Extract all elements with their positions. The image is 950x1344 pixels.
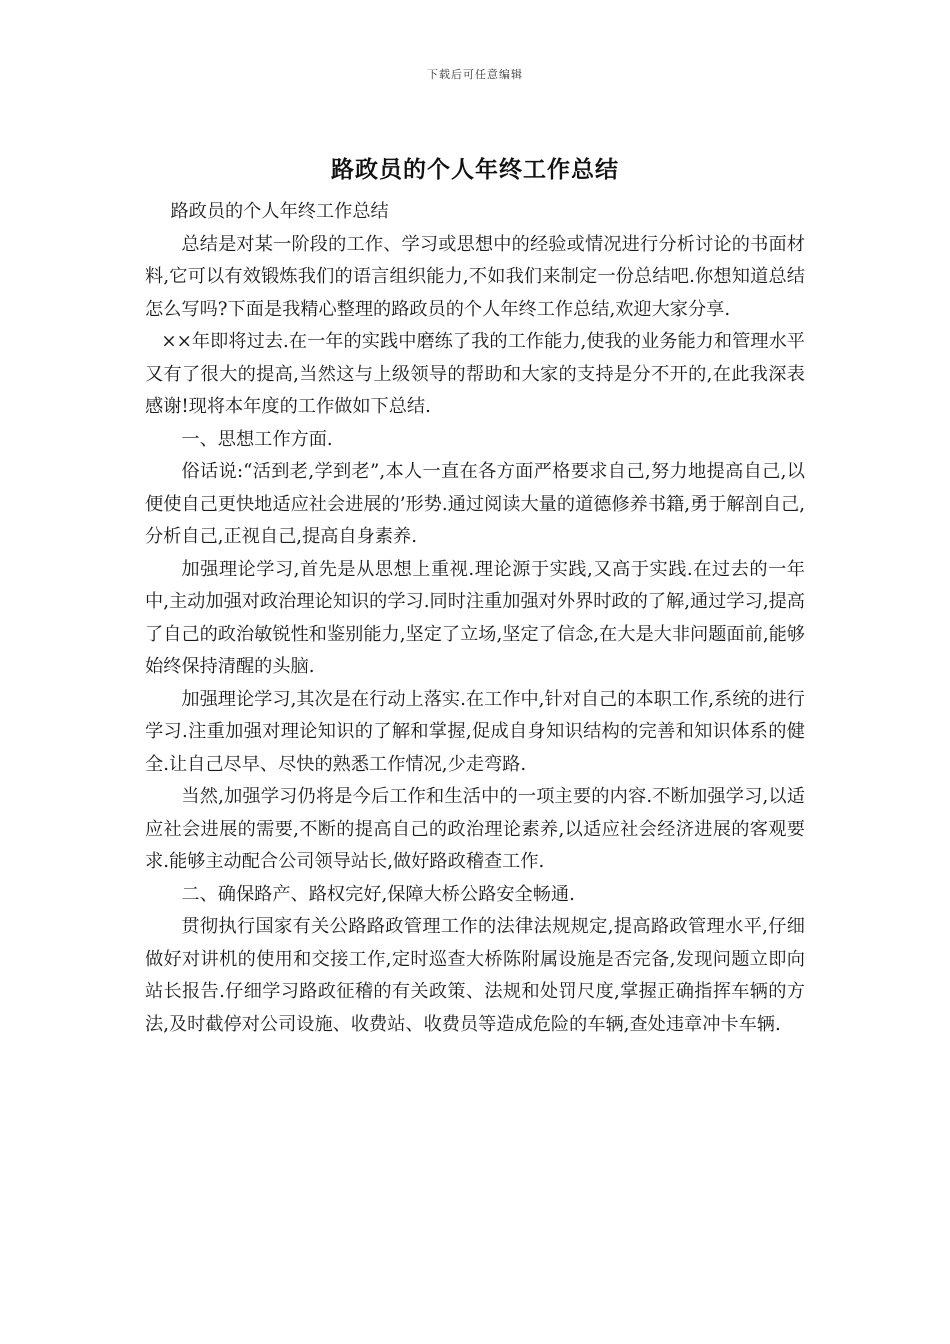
body-paragraph: 贯彻执行国家有关公路路政管理工作的法律法规规定,提高路政管理水平,仔细做好对讲机的使用和交接工作,定时巡查大桥陈附属设施是否完备,发现问题立即向站长报告.仔细学习路政征稽的有关政策、法规和处罚尺度,掌握正确指挥车辆的方法,及时截停对公司设施、收费站、收费员等造成危险的车辆,查处违章冲卡车辆. xyxy=(145,916,805,1035)
body-paragraph: ××年即将过去.在一年的实践中磨练了我的工作能力,使我的业务能力和管理水平又有了很大的提高,当然这与上级领导的帮助和大家的支持是分不开的,在此我深表感谢!现将本年度的工作做如下总结. xyxy=(145,331,805,417)
header-note: 下载后可任意编辑 xyxy=(427,68,523,81)
body-paragraph: 加强理论学习,首先是从思想上重视.理论源于实践,又高于实践.在过去的一年中,主动加强对政治理论知识的学习.同时注重加强对外界时政的了解,通过学习,提高了自己的政治敏锐性和鉴别能力,坚定了立场,坚定了信念,在大是大非问题面前,能够始终保持清醒的头脑. xyxy=(145,558,805,677)
section-heading: 二、确保路产、路权完好,保障大桥公路安全畅通. xyxy=(181,883,575,905)
body-paragraph: 俗话说:“活到老,学到老”,本人一直在各方面严格要求自己,努力地提高自己,以便使自己更快地适应社会进展的’形势.通过阅读大量的道德修养书籍,勇于解剖自己,分析自己,正视自己,提高自身素养. xyxy=(145,461,805,547)
body-paragraph: 总结是对某一阶段的工作、学习或思想中的经验或情况进行分析讨论的书面材料,它可以有效锻炼我们的语言组织能力,不如我们来制定一份总结吧.你想知道总结怎么写吗?下面是我精心整理的路政员的个人年终工作总结,欢迎大家分享. xyxy=(145,233,805,320)
body-paragraph: 加强理论学习,其次是在行动上落实.在工作中,针对自己的本职工作,系统的进行学习.注重加强对理论知识的了解和掌握,促成自身知识结构的完善和知识体系的健全.让自己尽早、尽快的熟悉工作情况,少走弯路. xyxy=(145,688,805,775)
document-title: 路政员的个人年终工作总结 xyxy=(331,156,619,183)
section-heading: 一、思想工作方面. xyxy=(181,428,333,450)
subtitle-paragraph: 路政员的个人年终工作总结 xyxy=(170,201,389,222)
document-body xyxy=(145,196,805,1041)
body-paragraph: 当然,加强学习仍将是今后工作和生活中的一项主要的内容.不断加强学习,以适应社会进展的需要,不断的提高自己的政治理论素养,以适应社会经济进展的客观要求.能够主动配合公司领导站长,做好路政稽查工作. xyxy=(145,786,805,872)
